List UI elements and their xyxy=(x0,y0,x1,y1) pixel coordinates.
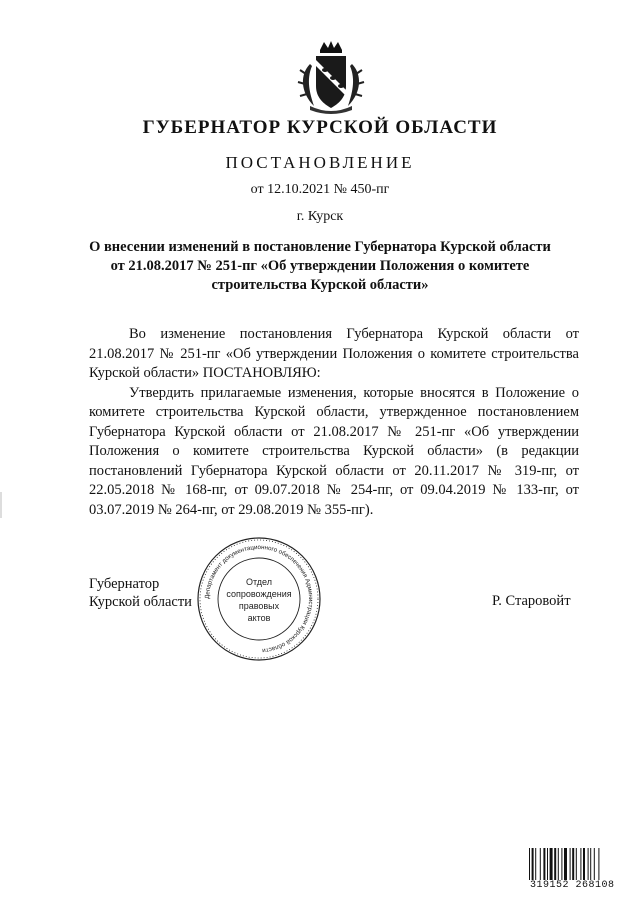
barcode-bar xyxy=(535,848,536,880)
barcode-bar xyxy=(570,848,571,880)
barcode-bar xyxy=(547,848,548,880)
stamp-text-line: Отдел xyxy=(245,577,273,587)
barcode-bar xyxy=(583,848,585,880)
stamp-ring-text: Департамент документационного обеспечения Администрации Курской области xyxy=(203,543,315,654)
signatory-position xyxy=(89,575,192,611)
document-date-number: от 12.10.2021 № 450-пг xyxy=(250,182,390,197)
document-subject xyxy=(0,238,640,295)
coat-of-arms-emblem xyxy=(296,40,366,114)
barcode-bar xyxy=(558,848,559,880)
barcode-bar xyxy=(543,848,545,880)
barcode-bar xyxy=(540,848,541,880)
barcode-bar xyxy=(554,848,556,880)
signatory-name: Р. Старовойт xyxy=(492,593,571,609)
barcode-bar xyxy=(561,848,562,880)
subject-line: О внесении изменений в постановление Губернатора Курской области xyxy=(89,239,551,255)
barcode-bar xyxy=(550,848,553,880)
body-paragraph: Утвердить прилагаемые изменения, которые вносятся в Положение о комитете строительства Курской области, утвержденное постановлением Губернатора Курской области от 21.08.2017 № 251-пг «Об утверждении Положения о комитете строительства Курской области» (в редакции постановлений Губернатора Курской области от 20.11.2017 № 319-пг, от 22.05.2018 № 168-пг, от 09.07.2018 № 254-пг, от 09.04.2019 № 133-пг, от 03.07.2019 № 264-пг, от 29.08.2019 № 355-пг). xyxy=(89,384,579,518)
official-stamp xyxy=(196,536,322,662)
barcode-bar xyxy=(572,848,574,880)
document-body xyxy=(89,325,579,520)
subject-line: строительства Курской области» xyxy=(211,277,429,293)
barcode-bar xyxy=(532,848,534,880)
stamp-text-line: правовых xyxy=(238,601,280,611)
barcode-bar xyxy=(598,848,599,880)
signatory-position-line: Курской области xyxy=(89,594,192,610)
document-city: г. Курск xyxy=(296,209,344,224)
stamp-text-line: актов xyxy=(247,613,271,623)
barcode-bar xyxy=(576,848,577,880)
subject-line: от 21.08.2017 № 251-пг «Об утверждении Положения о комитете xyxy=(110,258,530,274)
barcode-bar xyxy=(564,848,567,880)
stamp-text-line: сопровождения xyxy=(226,589,292,599)
barcode-bar xyxy=(588,848,589,880)
body-paragraph: Во изменение постановления Губернатора Курской области от 21.08.2017 № 251-пг «Об утверждении Положения о комитете строительства Курской области» ПОСТАНОВЛЯЮ: xyxy=(89,326,579,381)
barcode-bar xyxy=(529,848,530,880)
barcode-bar xyxy=(580,848,581,880)
barcode-bar xyxy=(594,848,595,880)
org-title: ГУБЕРНАТОР КУРСКОЙ ОБЛАСТИ xyxy=(142,117,498,138)
barcode-number: 319152 268108 xyxy=(530,880,615,891)
document-type: ПОСТАНОВЛЕНИЕ xyxy=(225,153,415,172)
scan-edge-mark xyxy=(0,492,2,518)
barcode-bar xyxy=(590,848,591,880)
signatory-position-line: Губернатор xyxy=(89,576,160,592)
